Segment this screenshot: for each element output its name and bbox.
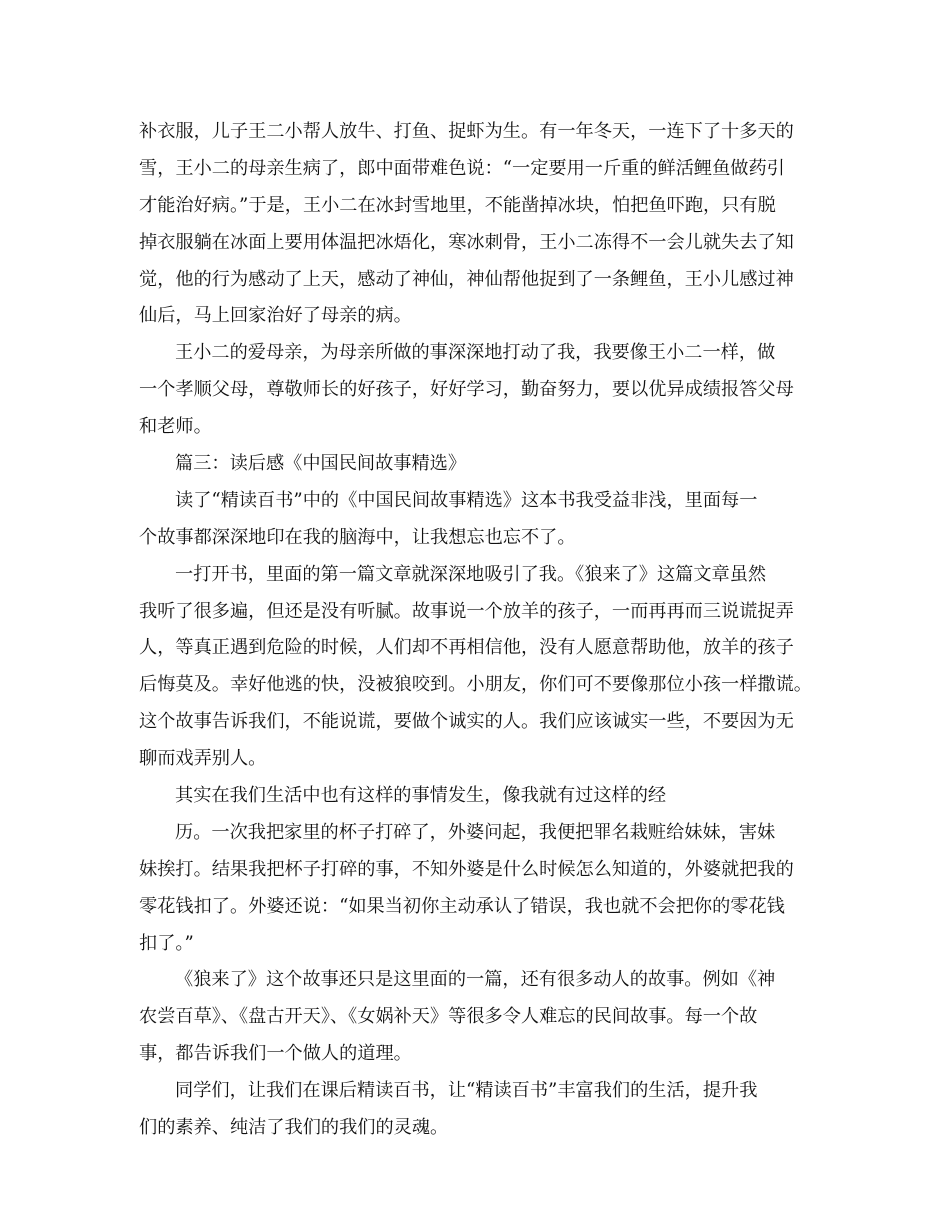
text-line: 这个故事告诉我们，不能说谎，要做个诚实的人。我们应该诚实一些，不要因为无 (139, 711, 794, 733)
text-line: 补衣服，儿子王二小帮人放牛、打鱼、捉虾为生。有一年冬天，一连下了十多天的 (139, 121, 794, 142)
text-line: 《狼来了》这个故事还只是这里面的一篇，还有很多动人的故事。例如《神 (175, 969, 776, 991)
text-line: 人，等真正遇到危险的时候，人们却不再相信他，没有人愿意帮助他，放羊的孩子 (139, 637, 794, 659)
text-line: 们的素养、纯洁了我们的我们的灵魂。 (139, 1117, 449, 1139)
text-line: 仙后，马上回家治好了母亲的病。 (139, 305, 412, 327)
text-line: 读了“精读百书”中的《中国民间故事精选》这本书我受益非浅，里面每一 (175, 489, 758, 511)
text-line: 觉，他的行为感动了上天，感动了神仙，神仙帮他捉到了一条鲤鱼，王小儿感过神 (139, 268, 794, 290)
text-line: 农尝百草》、《盘古开天》、《女娲补天》等很多令人难忘的民间故事。每一个故 (139, 1006, 758, 1028)
text-line: 其实在我们生活中也有这样的事情发生，像我就有过这样的经 (175, 785, 667, 807)
text-line: 王小二的爱母亲，为母亲所做的事深深地打动了我，我要像王小二一样，做 (175, 342, 776, 364)
text-line: 后悔莫及。幸好他逃的快，没被狼咬到。小朋友，你们可不要像那位小孩一样撒谎。 (139, 674, 812, 696)
text-line: 一打开书，里面的第一篇文章就深深地吸引了我。《狼来了》这篇文章虽然 (175, 563, 767, 585)
text-line: 个故事都深深地印在我的脑海中，让我想忘也忘不了。 (139, 526, 576, 548)
text-line: 事，都告诉我们一个做人的道理。 (139, 1043, 412, 1065)
text-line: 篇三：读后感《中国民间故事精选》 (175, 453, 467, 475)
text-line: 雪，王小二的母亲生病了，郎中面带难色说：“一定要用一斤重的鲜活鲤鱼做药引 (139, 157, 785, 179)
text-line: 同学们，让我们在课后精读百书，让“精读百书”丰富我们的生活，提升我 (175, 1080, 758, 1102)
text-line: 历。一次我把家里的杯子打碎了，外婆问起，我便把罪名栽赃给妹妹，害妹 (175, 821, 776, 843)
text-line: 妹挨打。结果我把杯子打碎的事，不知外婆是什么时候怎么知道的，外婆就把我的 (139, 858, 794, 880)
text-line: 一个孝顺父母，尊敬师长的好孩子，好好学习，勤奋努力，要以优异成绩报答父母 (139, 379, 794, 401)
body-text (139, 114, 819, 1147)
text-line: 掉衣服躺在冰面上要用体温把冰焐化，寒冰刺骨，王小二冻得不一会儿就失去了知 (139, 231, 794, 253)
text-line: 聊而戏弄别人。 (139, 748, 267, 770)
text-line: 和老师。 (139, 416, 212, 438)
text-line: 零花钱扣了。外婆还说：“如果当初你主动承认了错误，我也就不会把你的零花钱 (139, 895, 785, 917)
text-line: 扣了。” (139, 932, 194, 954)
text-line: 我听了很多遍，但还是没有听腻。故事说一个放羊的孩子，一而再再而三说谎捉弄 (139, 600, 794, 622)
text-line: 才能治好病。”于是，王小二在冰封雪地里，不能凿掉冰块，怕把鱼吓跑，只有脱 (139, 194, 776, 216)
